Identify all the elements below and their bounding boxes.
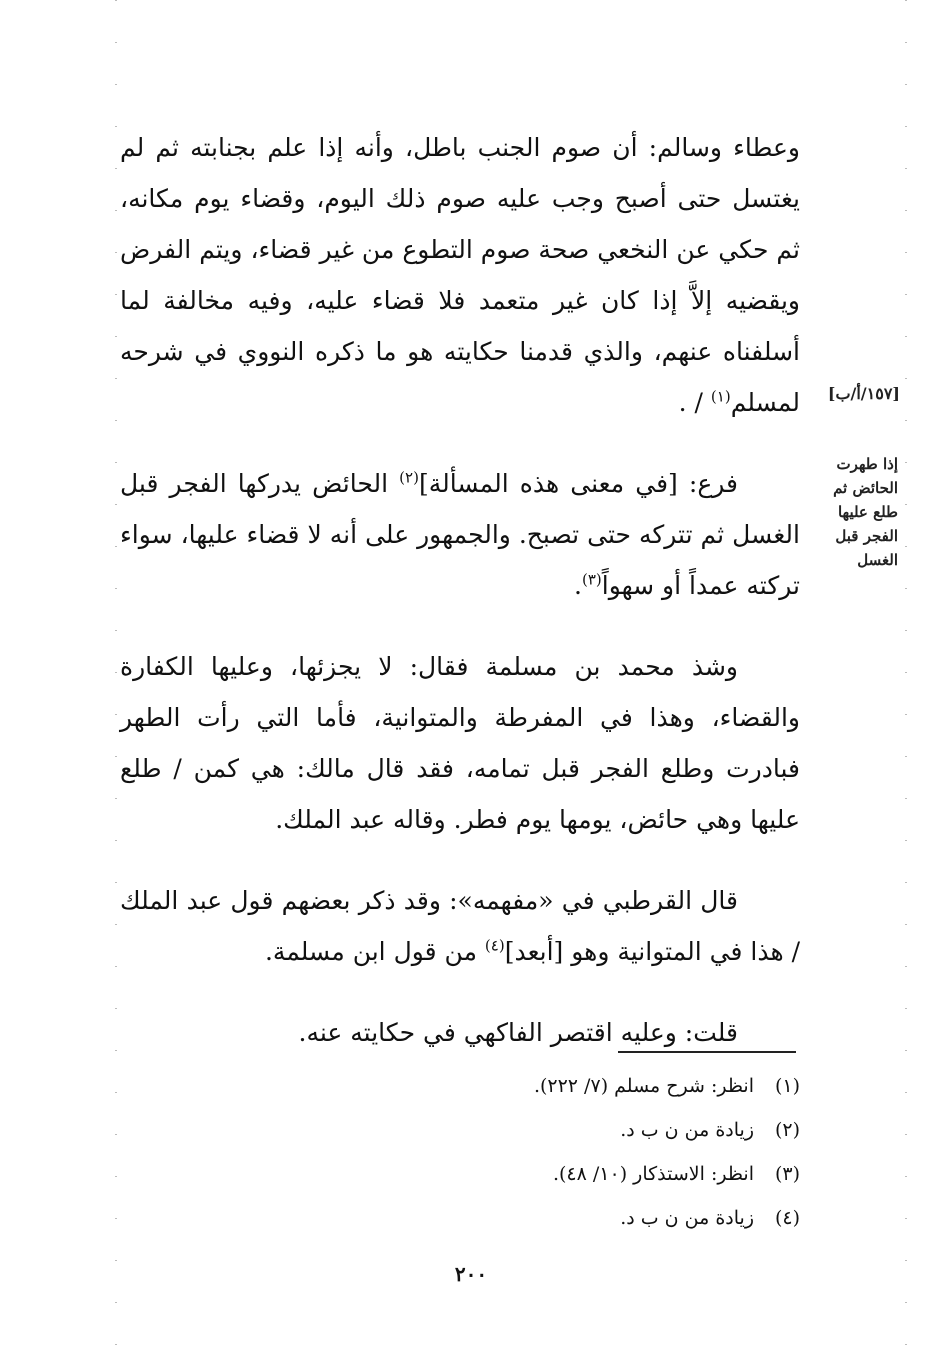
footnote-item [300, 1152, 800, 1196]
main-text [120, 122, 800, 1058]
page-number: ٢٠٠ [454, 1262, 488, 1286]
footnote-text: زيادة من ن ب د. [620, 1119, 754, 1141]
paragraph-2-end: . [574, 571, 582, 600]
paragraph-4 [120, 875, 800, 977]
manuscript-folio-ref: [١٥٧/أ/ب] [827, 384, 900, 403]
paragraph-1-text: وعطاء وسالم: أن صوم الجنب باطل، وأنه إذا علم بجنابته ثم لم يغتسل حتى أصبح وجب عليه صوم ذلك اليوم، وقضاء يوم مكانه، ثم حكي عن النخعي صحة صوم التطوع من غير قضاء، ويتم الفرض ويقضيه إلاَّ إذا كان غير متعمد فلا قضاء عليه، وفيه مخالفة لما أسلفناه عنهم، والذي قدمنا حكايته هو ما ذكره النووي في شرحه [120, 133, 801, 366]
paragraph-1 [120, 122, 800, 428]
footnote-divider [618, 1051, 796, 1053]
paragraph-2-text: الحائض يدركها الفجر قبل الغسل ثم تتركه حتى تصبح. والجمهور على أنه لا قضاء عليها، سواء تركته عمداً أو سهواً [120, 469, 800, 600]
paragraph-3: وشذ محمد بن مسلمة فقال: لا يجزئها، وعليها الكفارة والقضاء، وهذا في المفرطة والمتوانية، فأما التي رأت الطهر فبادرت وطلع الفجر قبل تمامه، فقد قال مالك: هي كمن / طلع عليها وهي حائض، يومها يوم فطر. وقاله عبد الملك. [120, 652, 800, 834]
paragraph-1-last-word: لمسلم [730, 388, 800, 417]
footnote-text: زيادة من ن ب د. [620, 1207, 754, 1229]
paragraph-5: قلت: وعليه اقتصر الفاكهي في حكايته عنه. [298, 1018, 738, 1047]
footnote-item [300, 1108, 800, 1152]
footnote-item [300, 1064, 800, 1108]
paragraph-4-text: قال القرطبي في «مفهمه»: وقد ذكر بعضهم قول عبد الملك / هذا في المتوانية وهو [أبعد] [120, 886, 800, 966]
footnote-number: (٣) [774, 1163, 800, 1185]
paragraph-4-end: من قول ابن مسلمة. [264, 937, 485, 966]
footnote-number: (٢) [774, 1119, 800, 1141]
scan-dots-left [115, 0, 117, 1367]
footnote-ref-4[interactable]: (٤) [484, 936, 505, 955]
paragraph-2 [120, 458, 800, 611]
footnote-ref-2[interactable]: (٢) [399, 468, 419, 487]
footnote-text: انظر: شرح مسلم (٧/ ٢٢٢). [533, 1075, 754, 1097]
footnote-item [300, 1196, 800, 1240]
paragraph-2-heading: فرع: [في معنى هذه المسألة] [418, 469, 738, 498]
paragraph-1-end: / . [678, 388, 711, 417]
footnote-number: (١) [774, 1075, 800, 1097]
footnote-ref-3[interactable]: (٣) [581, 570, 602, 589]
margin-heading: إذا طهرت الحائض ثم طلع عليها الفجر قبل الغسل [833, 455, 898, 569]
scan-dots-right [905, 0, 907, 1367]
footnotes [300, 1064, 800, 1240]
footnote-text: انظر: الاستذكار (١٠/ ٤٨). [552, 1163, 754, 1185]
footnote-number: (٤) [774, 1207, 800, 1229]
footnote-ref-1[interactable]: (١) [710, 387, 731, 406]
